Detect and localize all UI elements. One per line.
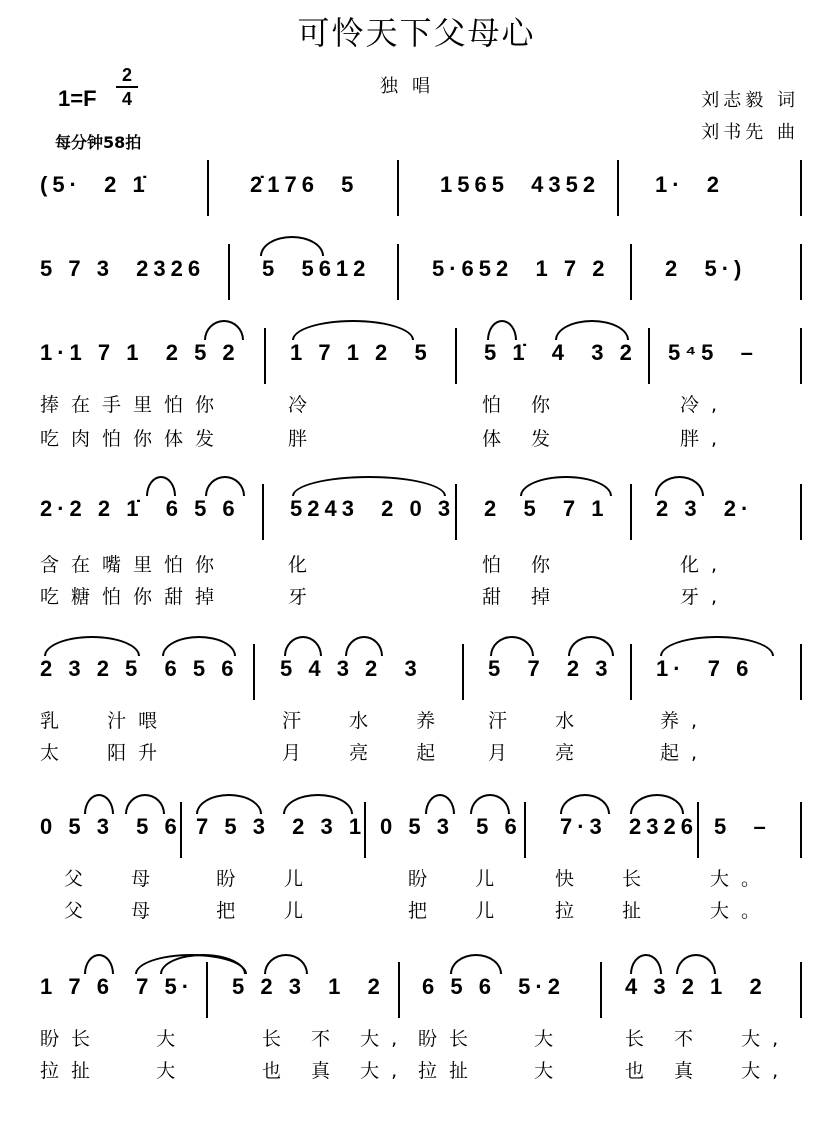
lyric-line-4b [0, 582, 833, 612]
measure: 5243 2 0 3 [290, 496, 456, 521]
lyric: 太 阳升 [40, 742, 170, 764]
lyric: 甜 掉 [482, 586, 563, 608]
lyric: 大。 [710, 868, 773, 890]
measure: 5 1̇ 4 3 2 [484, 340, 637, 365]
lyric: 怕 你 [482, 394, 563, 416]
lyric: 冷, [680, 394, 730, 416]
lyric-line-3a [0, 390, 833, 420]
lyric: 长 不 大, [262, 1028, 410, 1050]
lyric: 父 母 盼 [64, 868, 248, 890]
measure: 2 3 2 5 6 5 6 [40, 656, 239, 681]
lyric-line-4a [0, 550, 833, 580]
lyric: 父 母 把 [64, 900, 248, 922]
measure: 5 – [714, 814, 771, 839]
lyric: 盼长 大 [40, 1028, 188, 1050]
lyric: 含在嘴里怕你 [40, 554, 227, 576]
performance-mark: 独唱 [380, 76, 444, 97]
lyric: 也 真 大, [262, 1060, 410, 1082]
measure: 5 7 3 2326 [40, 256, 206, 281]
measure: 5 4 3 2 3 [280, 656, 422, 681]
time-top: 2 [121, 65, 132, 85]
lyric: 长 不 大, [625, 1028, 791, 1050]
measure: 1· 7 6 [656, 656, 754, 681]
lyric: 吃肉怕你体发 [40, 428, 227, 450]
score-system-7 [0, 970, 833, 1030]
measure: 6 5 6 5·2 [422, 974, 565, 999]
lyric: 怕 你 [482, 554, 563, 576]
lyric: 牙 [288, 586, 320, 608]
lyric: 快 长 [555, 868, 654, 890]
score-system-6 [0, 810, 833, 870]
lyric-line-7b [0, 1056, 833, 1086]
measure: 5 5612 [262, 256, 371, 281]
lyric: 大。 [710, 900, 773, 922]
lyric-line-7a [0, 1024, 833, 1054]
lyric: 体 发 [482, 428, 563, 450]
lyric: 胖 [288, 428, 320, 450]
tempo-mark: 每分钟58拍 [55, 133, 142, 152]
measure: 5·652 1 7 2 [432, 256, 610, 281]
lyric-line-5a [0, 706, 833, 736]
measure: 2 3 2· [656, 496, 754, 521]
lyric: 儿 [284, 868, 316, 890]
measure: 0 5 3 5 6 [380, 814, 522, 839]
lyric: 捧在手里怕你 [40, 394, 227, 416]
measure: 0 5 3 5 6 [40, 814, 182, 839]
measure: 1 7 1 2 5 [290, 340, 432, 365]
measure: 1·1 7 1 2 5 2 [40, 340, 240, 365]
measure: 7 5 3 2 3 1 [196, 814, 367, 839]
score-system-5 [0, 652, 833, 712]
lyric: 汗 水 养 [282, 710, 448, 732]
lyric: 冷 [288, 394, 320, 416]
measure: 1 7 6 7 5· [40, 974, 195, 999]
key-signature: 1=F [58, 86, 97, 111]
measure: (5· 2 1̇ [40, 172, 150, 197]
composer-credit: 刘书先 曲 [701, 122, 799, 143]
measure: 2 5·) [665, 256, 747, 281]
lyric: 化, [680, 554, 730, 576]
lyric-line-6a [0, 864, 833, 894]
lyric: 也 真 大, [625, 1060, 791, 1082]
measure: 1565 4352 [440, 172, 601, 197]
time-bottom: 4 [121, 89, 132, 109]
lyric: 拉扯 大 [40, 1060, 188, 1082]
song-title: 可怜天下父母心 [297, 14, 536, 52]
measure: 5⁴5 – [668, 340, 758, 365]
lyric: 汗 水 [488, 710, 587, 732]
lyric: 拉扯 大 [418, 1060, 566, 1082]
score-system-4 [0, 492, 833, 552]
lyric: 养, [660, 710, 710, 732]
lyric-line-6b [0, 896, 833, 926]
lyric: 月 亮 [488, 742, 587, 764]
lyric: 牙, [680, 586, 730, 608]
score-system-1 [0, 168, 833, 228]
lyric: 乳 汁喂 [40, 710, 170, 732]
lyric: 吃糖怕你甜掉 [40, 586, 227, 608]
lyric: 盼 儿 [408, 868, 507, 890]
score-system-2 [0, 252, 833, 312]
lyric-line-5b [0, 738, 833, 768]
lyric: 儿 [284, 900, 316, 922]
measure: 2·2 2 1̇ 6 5 6 [40, 496, 240, 521]
measure: 5 7 2 3 [488, 656, 613, 681]
measure: 7·3 2326 [560, 814, 698, 839]
lyric: 化 [288, 554, 320, 576]
measure: 5 2 3 1 2 [232, 974, 385, 999]
lyric: 起, [660, 742, 710, 764]
lyric: 拉 扯 [555, 900, 654, 922]
measure: 4 3 2 1 2 [625, 974, 767, 999]
lyric: 盼长 大 [418, 1028, 566, 1050]
lyric: 把 儿 [408, 900, 507, 922]
measure: 2 5 7 1 [484, 496, 609, 521]
measure: 2̇176 5 [250, 172, 359, 197]
time-signature [116, 66, 138, 108]
lyric: 胖, [680, 428, 730, 450]
lyric-line-3b [0, 424, 833, 454]
score-system-3 [0, 336, 833, 396]
measure: 1· 2 [655, 172, 725, 197]
lyric: 月 亮 起 [282, 742, 448, 764]
lyricist-credit: 刘志毅 词 [701, 90, 799, 111]
